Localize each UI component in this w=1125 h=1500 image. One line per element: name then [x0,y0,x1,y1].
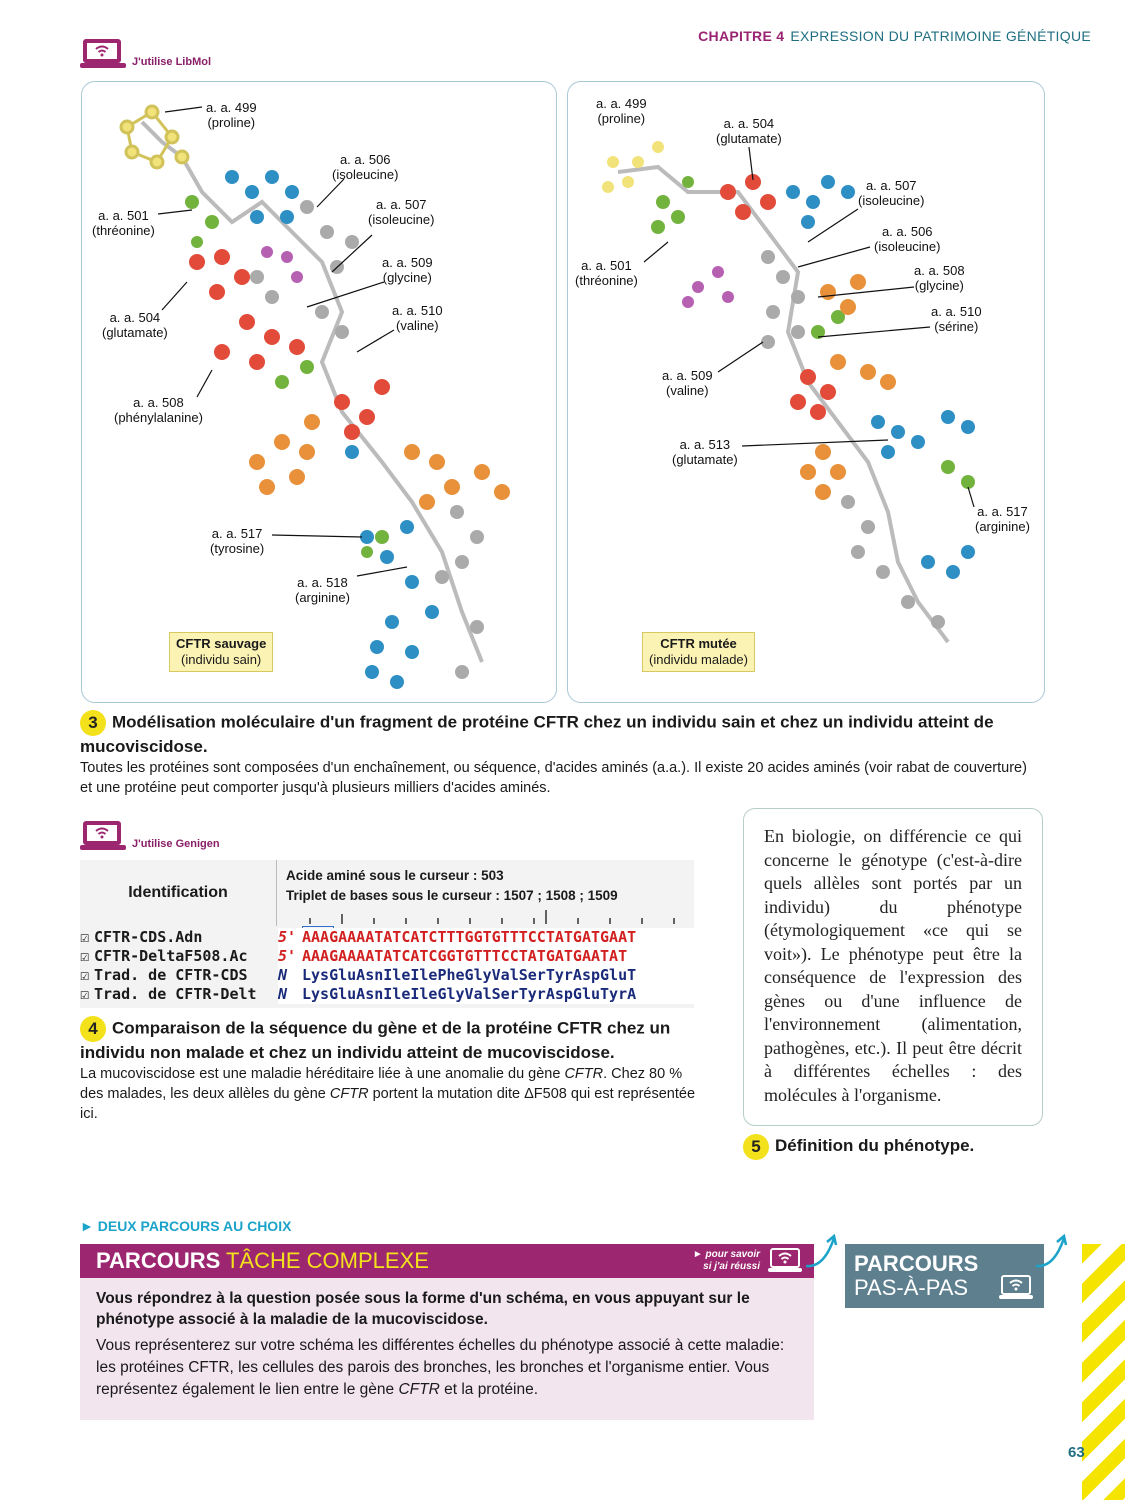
yellow-stripes-decoration [1082,1244,1125,1500]
complex-task-header[interactable] [80,1244,814,1278]
mutant-label-508: a. a. 508 (glycine) [914,263,965,293]
mutant-label-517: a. a. 517 (arginine) [975,504,1030,534]
doc3-title: Modélisation moléculaire d'un fragment de protéine CFTR chez un individu sain et chez un individu atteint de mucoviscidose. [80,712,994,756]
mutant-label-501: a. a. 501 (thréonine) [575,258,638,288]
row-checkbox[interactable]: ☑ [80,947,90,965]
mutant-label-507: a. a. 507 (isoleucine) [858,178,925,208]
wild-label-518: a. a. 518 (arginine) [295,575,350,605]
dna-sequence: 5' AAA GAAAATATCATCGGTGTTTCCTATGATGAATAT [278,947,694,966]
sequence-row-trad-delta [80,985,694,1004]
wild-label-508: a. a. 508 (phénylalanine) [114,395,203,425]
laptop-wifi-icon [80,820,126,852]
wild-label-510: a. a. 510 (valine) [392,303,443,333]
sequence-row-trad-cds [80,966,694,985]
genigen-screenshot [80,860,694,1008]
wild-label-504: a. a. 504 (glutamate) [102,310,168,340]
doc4-number-badge: 4 [80,1016,106,1042]
complex-task-body [80,1278,814,1420]
cursor-amino-acid: Acide aminé sous le curseur : 503 [286,868,504,883]
wild-type-panel [81,81,557,703]
mutant-label-509: a. a. 509 (valine) [662,368,713,398]
chapter-header [698,28,1091,44]
mutant-label-504: a. a. 504 (glutamate) [716,116,782,146]
doc5-caption [743,1134,974,1160]
genigen-tool [80,820,220,852]
wild-label-506: a. a. 506 (isoleucine) [332,152,399,182]
curved-arrow-icon [1030,1232,1070,1272]
row-name: Trad. de CFTR-Delt [94,985,257,1003]
step-by-step-title: PARCOURS PAS-À-PAS [854,1251,979,1300]
protein-sequence: N Lys GluAsnIleIlePheGlyValSerTyrAspGluT [278,966,694,985]
doc3-body: Toutes les protéines sont composées d'un enchaînement, ou séquence, d'acides aminés (a.a.). Il existe 20 acides aminés (voir rabat de couverture) et une protéine peut comporter jusqu'à plusieurs milliers d'acides aminés. [80,760,1027,796]
mutant-tag: CFTR mutée (individu malade) [642,632,755,672]
protein-sequence: N Lys GluAsnIleIleGlyValSerTyrAspGluTyrA [278,985,694,1004]
page-number: 63 [1068,1444,1085,1461]
ruler-ticks [278,910,694,926]
doc4-title-line [80,1016,696,1064]
row-name: CFTR-CDS.Adn [94,928,203,946]
laptop-wifi-icon [999,1274,1033,1302]
doc4-title: Comparaison de la séquence du gène et de la protéine CFTR chez un individu non malade et chez un individu atteint de mucoviscidose. [80,1018,671,1062]
row-checkbox[interactable]: ☑ [80,966,90,984]
laptop-wifi-icon [80,38,126,70]
row-checkbox[interactable]: ☑ [80,985,90,1003]
definition-text: En biologie, on différencie ce qui concerne le génotype (c'est-à-dire quels allèles sont portés par un individu) du phénotype (étymologiquement «ce qui se voit»). Le phénotype peut être la conséquence de l'expression des gènes ou d'une influence de l'environnement (alimentation, pathogènes, etc.). Il peut être décrit à différentes échelles : des molécules à l'organisme. [764,826,1022,1105]
row-name: Trad. de CFTR-CDS [94,966,248,984]
mutant-label-513: a. a. 513 (glutamate) [672,437,738,467]
wild-label-507: a. a. 507 (isoleucine) [368,197,435,227]
complex-task-instructions: Vous représenterez sur votre schéma les différentes échelles du phénotype associé à cette maladie: les protéines CFTR, les cellules des parois des bronches, les bronches et l'organisme entier. Vous représentez également le lien entre le gène CFTR et la protéine. [96,1337,785,1398]
wild-label-501: a. a. 501 (thréonine) [92,208,155,238]
doc4-caption [80,1016,696,1124]
wild-label-499: a. a. 499 (proline) [206,100,257,130]
cursor-triplet: Triplet de bases sous le curseur : 1507 ; 1508 ; 1509 [286,888,618,903]
chapter-number: CHAPITRE 4 [698,28,785,44]
wild-label-509: a. a. 509 (glycine) [382,255,433,285]
success-check-link[interactable]: ► pour savoir si j'ai réussi [692,1249,760,1272]
identification-header: Identification [80,860,277,926]
wild-type-molecule-image [82,82,556,702]
cursor-info [286,866,618,906]
definition-box [743,808,1043,1126]
mutant-label-499: a. a. 499 (proline) [596,96,647,126]
mutant-panel [567,81,1045,703]
row-name: CFTR-DeltaF508.Ac [94,947,248,965]
mutant-label-510: a. a. 510 (sérine) [931,304,982,334]
doc3-caption [80,710,1040,798]
step-by-step-button[interactable] [845,1244,1044,1308]
libmol-tool [80,38,211,70]
genigen-label: J'utilise Genigen [132,838,220,850]
doc4-body: La mucoviscidose est une maladie héréditaire liée à une anomalie du gène CFTR. Chez 80 % des malades, les deux allèles du gène CFTR portent la mutation dite ΔF508 qui est représentée ici. [80,1066,696,1122]
parcours-heading: ► DEUX PARCOURS AU CHOIX [80,1218,292,1234]
chapter-title: EXPRESSION DU PATRIMOINE GÉNÉTIQUE [790,28,1091,44]
wild-label-517: a. a. 517 (tyrosine) [210,526,265,556]
curved-arrow-icon [800,1232,840,1272]
doc3-title-line [80,710,1040,758]
dna-sequence: 5' AAA GAAAATATCATCTTTGGTGTTTCCTATGATGAAT [278,928,694,947]
sequence-rows [80,928,694,1004]
doc5-number-badge: 5 [743,1134,769,1160]
doc5-title: Définition du phénotype. [775,1136,975,1156]
row-checkbox[interactable]: ☑ [80,928,90,946]
complex-task-title: PARCOURS TÂCHE COMPLEXE [96,1248,429,1273]
sequence-row-cftr-cds [80,928,694,947]
mutant-molecule-image [568,82,1044,702]
doc3-number-badge: 3 [80,710,106,736]
complex-task-question: Vous répondrez à la question posée sous la forme d'un schéma, en vous appuyant sur le phénotype associé à la maladie de la mucoviscidose. [96,1290,750,1328]
laptop-wifi-icon[interactable] [768,1247,802,1275]
sequence-row-cftr-delta [80,947,694,966]
libmol-label: J'utilise LibMol [132,56,212,68]
mutant-label-506: a. a. 506 (isoleucine) [874,224,941,254]
wild-type-tag: CFTR sauvage (individu sain) [169,632,273,672]
